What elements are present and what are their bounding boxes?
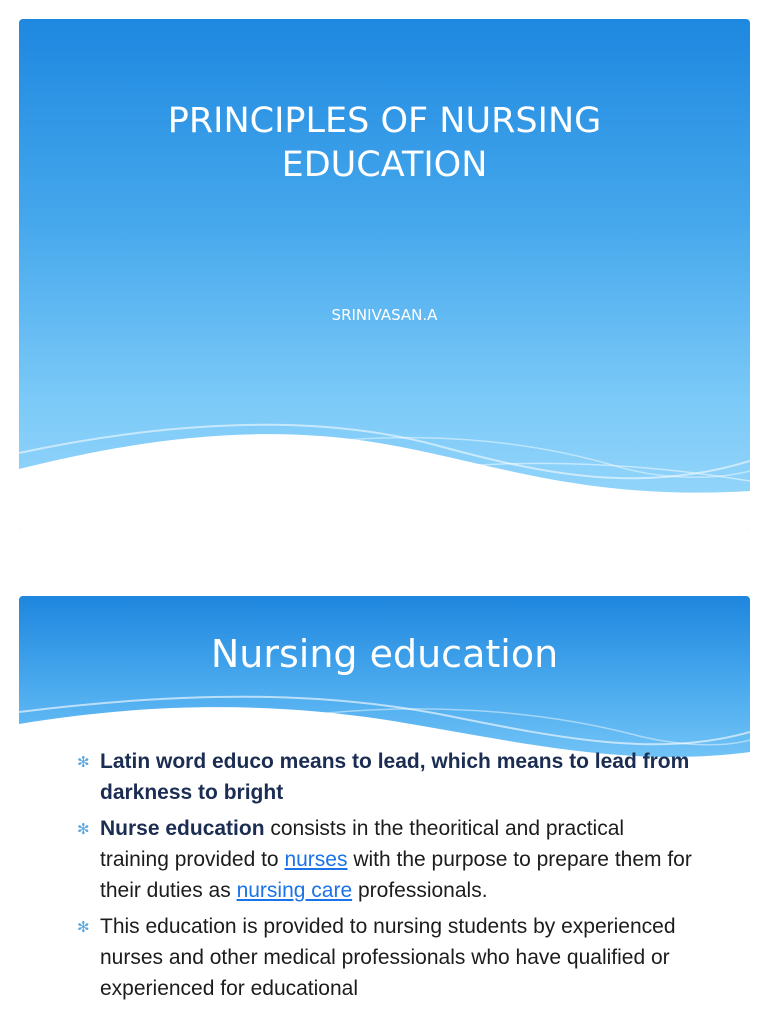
asterisk-bullet-icon: ✻ [77,754,90,771]
title-line-1: PRINCIPLES OF NURSING [167,101,602,141]
bullet-text: Latin word educo means to lead, which means to lead from darkness to bright [100,750,690,804]
title-slide [19,19,750,531]
list-item [77,746,697,808]
list-item [77,911,697,1004]
wave-decoration [19,391,750,531]
nursing-care-link[interactable]: nursing care [236,879,353,902]
list-item [77,813,697,906]
bullet-text: with the purpose to prepare them for their duties as [100,848,692,902]
author-name: SRINIVASAN.A [331,306,438,324]
bullet-text: consists in the theoritical and practical training provided to [100,817,625,871]
asterisk-bullet-icon: ✻ [77,821,90,838]
asterisk-bullet-icon: ✻ [77,919,90,936]
bullet-text: professionals. [352,879,488,902]
bullet-bold-lead: Nurse education [100,817,265,840]
bullet-list [77,746,697,1009]
nurses-link[interactable]: nurses [284,848,348,871]
slide-title: Nursing education [210,632,559,676]
presentation-title [19,99,750,187]
bullet-text: This education is provided to nursing students by experienced nurses and other medical professionals who have qualified or experienced for educational [100,915,676,1000]
content-slide [19,596,750,1024]
title-line-2: EDUCATION [281,145,488,185]
